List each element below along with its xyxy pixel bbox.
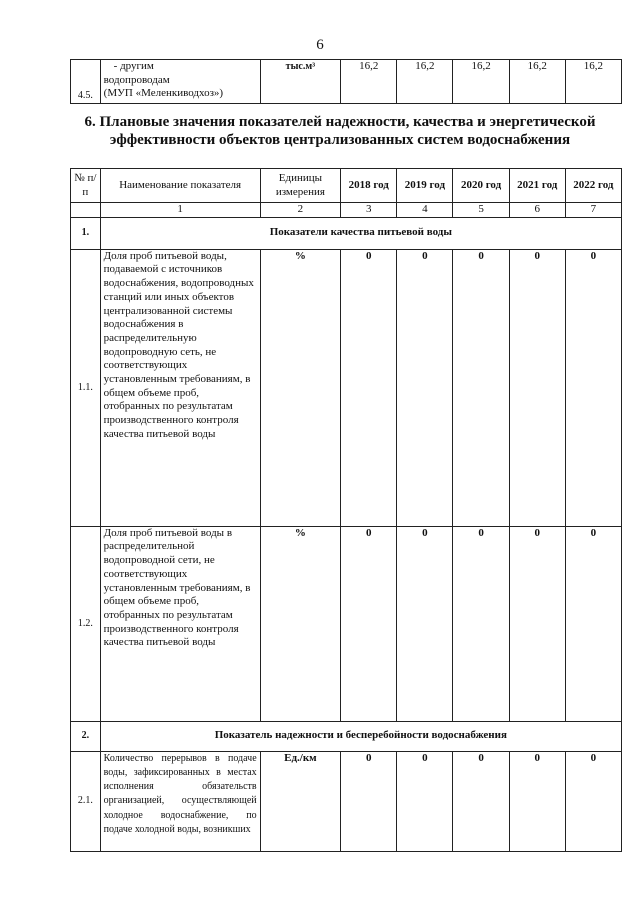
row-number: 1.2.	[71, 526, 101, 721]
indicator-name	[100, 60, 260, 104]
header-year: 2019 год	[397, 169, 453, 203]
value-cell: 0	[397, 526, 453, 721]
value-cell: 0	[397, 751, 453, 851]
column-number: 2	[260, 203, 341, 218]
group-number: 1.	[71, 217, 101, 249]
value-cell: 16,2	[509, 60, 565, 104]
table-row	[71, 60, 622, 104]
group-title: Показатель надежности и бесперебойности водоснабжения	[100, 721, 621, 751]
name-line: - другим	[113, 60, 154, 72]
section-title: 6. Плановые значения показателей надежности, качества и энергетической эффективности объектов централизованных систем водоснабжения	[84, 114, 596, 148]
value-cell: 16,2	[397, 60, 453, 104]
continuation-table	[70, 59, 622, 104]
header-unit: Единицы измерения	[260, 169, 341, 203]
value-cell: 0	[565, 526, 621, 721]
value-cell: 0	[341, 526, 397, 721]
value-cell: 16,2	[341, 60, 397, 104]
column-number: 5	[453, 203, 509, 218]
group-row	[71, 721, 622, 751]
value-cell: 0	[509, 526, 565, 721]
column-number: 4	[397, 203, 453, 218]
indicator-name: Доля проб питьевой воды в распределительной водопроводной сети, не соответствующих установленным требованиям, в общем объеме проб, отобранных по результатам производственного контроля качества питьевой воды	[100, 526, 260, 721]
row-number: 2.1.	[71, 751, 101, 851]
indicator-name: Доля проб питьевой воды, подаваемой с источников водоснабжения, водопроводных станций или иных объектов централизованной системы водоснабжения в распределительную водопроводную сеть, не соответствующих установленным требованиям, в общем объеме проб, отобранных по результатам производственного контроля качества питьевой воды	[100, 249, 260, 526]
value-cell: 0	[341, 249, 397, 526]
unit-cell: тыс.м³	[260, 60, 341, 104]
unit-cell: Ед./км	[260, 751, 341, 851]
group-row	[71, 217, 622, 249]
page-number: 6	[316, 37, 324, 53]
column-number	[71, 203, 101, 218]
column-number: 1	[100, 203, 260, 218]
indicators-table	[70, 168, 622, 852]
value-cell: 0	[453, 526, 509, 721]
table-row	[71, 526, 622, 721]
table-row	[71, 249, 622, 526]
header-row	[71, 169, 622, 203]
value-cell: 0	[565, 249, 621, 526]
header-name: Наименование показателя	[100, 169, 260, 203]
header-num: № п/п	[71, 169, 101, 203]
unit-cell: %	[260, 249, 341, 526]
unit-cell: %	[260, 526, 341, 721]
value-cell: 16,2	[453, 60, 509, 104]
header-year: 2018 год	[341, 169, 397, 203]
header-year: 2020 год	[453, 169, 509, 203]
group-title: Показатели качества питьевой воды	[100, 217, 621, 249]
value-cell: 0	[565, 751, 621, 851]
table-row	[71, 751, 622, 851]
value-cell: 0	[509, 751, 565, 851]
name-line: водопроводам	[103, 73, 170, 86]
value-cell: 16,2	[565, 60, 621, 104]
value-cell: 0	[341, 751, 397, 851]
row-number: 4.5.	[71, 60, 101, 104]
value-cell: 0	[453, 751, 509, 851]
header-year: 2021 год	[509, 169, 565, 203]
value-cell: 0	[397, 249, 453, 526]
indicator-name: Количество перерывов в подаче воды, зафиксированных в местах исполнения обязательств организацией, осуществляющей холодное водоснабжение, по подаче холодной воды, возникших	[100, 751, 260, 851]
column-number: 6	[509, 203, 565, 218]
name-line: (МУП «Меленкиводхоз»)	[103, 87, 224, 100]
column-numbers-row	[71, 203, 622, 218]
column-number: 3	[341, 203, 397, 218]
value-cell: 0	[509, 249, 565, 526]
value-cell: 0	[453, 249, 509, 526]
group-number: 2.	[71, 721, 101, 751]
column-number: 7	[565, 203, 621, 218]
header-year: 2022 год	[565, 169, 621, 203]
row-number: 1.1.	[71, 249, 101, 526]
